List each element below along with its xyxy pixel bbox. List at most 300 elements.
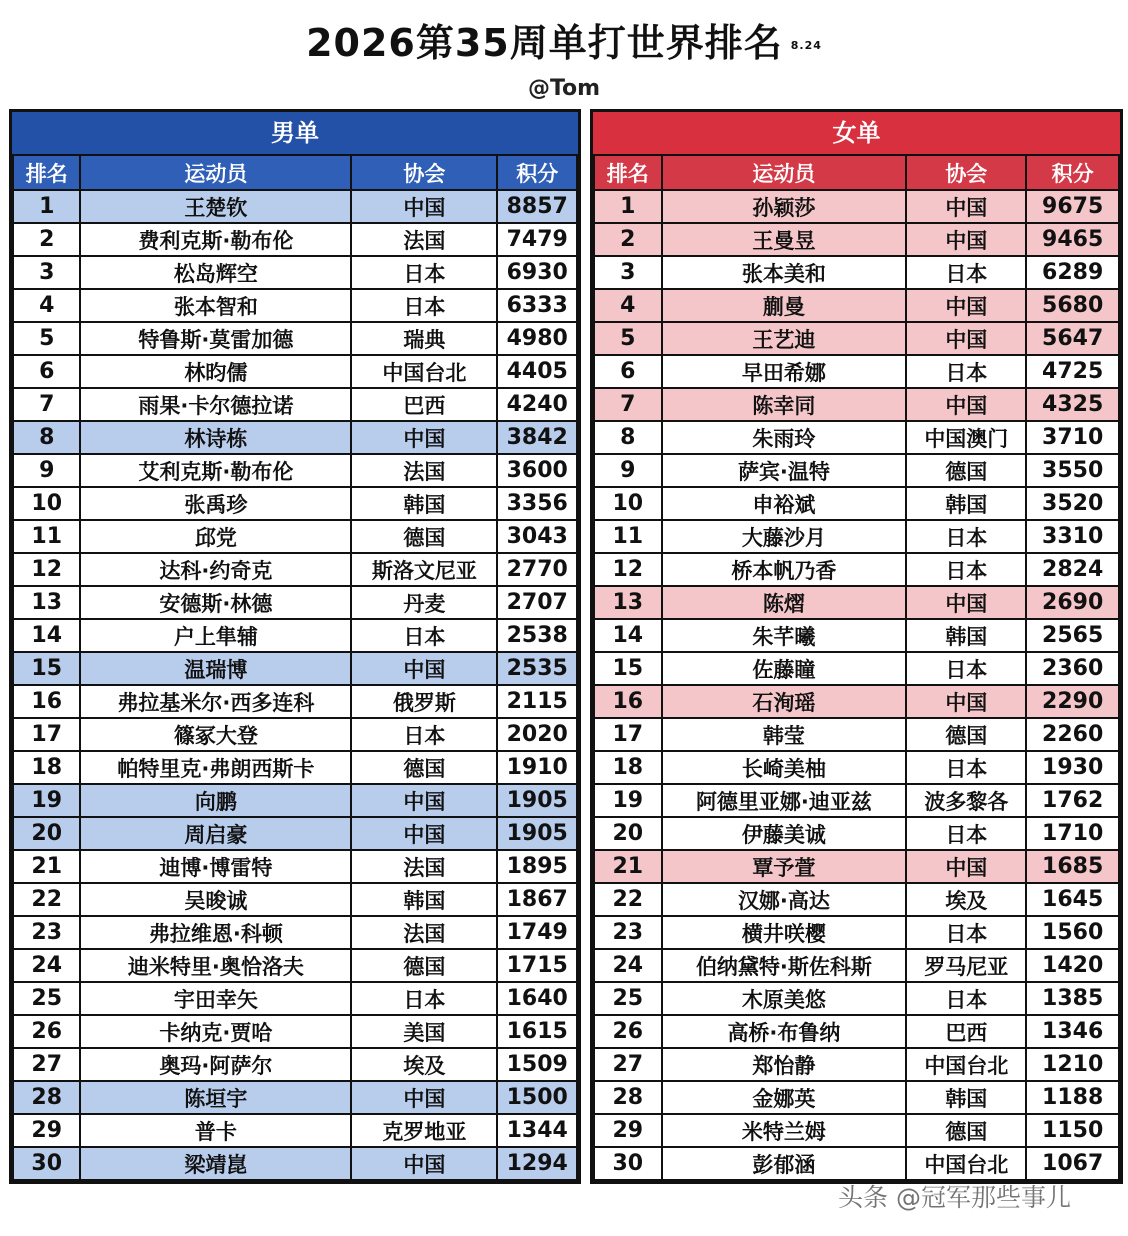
table-row	[13, 487, 577, 520]
points-cell: 1685	[1026, 850, 1119, 883]
association-cell: 韩国	[351, 487, 497, 520]
table-row	[594, 949, 1119, 982]
women-singles-heading: 女单	[593, 112, 1120, 154]
points-cell: 9465	[1026, 223, 1119, 256]
player-name-cell: 覃予萱	[662, 850, 907, 883]
player-name-cell: 弗拉基米尔·西多连科	[80, 685, 351, 718]
points-cell: 2565	[1026, 619, 1119, 652]
player-name-cell: 邱党	[80, 520, 351, 553]
watermark: 头条 @冠军那些事儿	[838, 1183, 1071, 1212]
rank-cell: 6	[13, 355, 80, 388]
points-cell: 1749	[497, 916, 577, 949]
rank-cell: 14	[594, 619, 662, 652]
points-cell: 2538	[497, 619, 577, 652]
rank-cell: 10	[594, 487, 662, 520]
table-row	[594, 421, 1119, 454]
points-cell: 1640	[497, 982, 577, 1015]
table-row	[13, 256, 577, 289]
player-name-cell: 郑怡静	[662, 1048, 907, 1081]
player-name-cell: 弗拉维恩·科顿	[80, 916, 351, 949]
player-name-cell: 王楚钦	[80, 190, 351, 223]
table-row	[13, 652, 577, 685]
player-name-cell: 艾利克斯·勒布伦	[80, 454, 351, 487]
points-cell: 1346	[1026, 1015, 1119, 1048]
points-cell: 3310	[1026, 520, 1119, 553]
rank-cell: 24	[594, 949, 662, 982]
association-cell: 日本	[351, 982, 497, 1015]
men-table-body	[13, 190, 577, 1180]
player-name-cell: 长崎美柚	[662, 751, 907, 784]
points-cell: 4725	[1026, 355, 1119, 388]
table-row	[594, 256, 1119, 289]
association-cell: 中国	[351, 190, 497, 223]
player-name-cell: 早田希娜	[662, 355, 907, 388]
player-name-cell: 朱芊曦	[662, 619, 907, 652]
association-cell: 日本	[906, 256, 1026, 289]
player-name-cell: 米特兰姆	[662, 1114, 907, 1147]
points-cell: 1895	[497, 850, 577, 883]
table-row	[594, 652, 1119, 685]
player-name-cell: 韩莹	[662, 718, 907, 751]
player-name-cell: 费利克斯·勒布伦	[80, 223, 351, 256]
table-row	[13, 619, 577, 652]
association-cell: 法国	[351, 454, 497, 487]
association-cell: 埃及	[906, 883, 1026, 916]
player-name-cell: 阿德里亚娜·迪亚兹	[662, 784, 907, 817]
points-cell: 6333	[497, 289, 577, 322]
points-cell: 7479	[497, 223, 577, 256]
rank-cell: 11	[13, 520, 80, 553]
points-cell: 5647	[1026, 322, 1119, 355]
association-cell: 瑞典	[351, 322, 497, 355]
association-cell: 法国	[351, 916, 497, 949]
rank-cell: 22	[13, 883, 80, 916]
association-cell: 中国	[906, 223, 1026, 256]
points-cell: 3600	[497, 454, 577, 487]
table-row	[13, 322, 577, 355]
association-cell: 日本	[351, 619, 497, 652]
table-row	[13, 883, 577, 916]
rank-cell: 7	[594, 388, 662, 421]
association-cell: 丹麦	[351, 586, 497, 619]
points-cell: 3842	[497, 421, 577, 454]
player-name-cell: 金娜英	[662, 1081, 907, 1114]
player-name-cell: 佐藤瞳	[662, 652, 907, 685]
player-name-cell: 林昀儒	[80, 355, 351, 388]
points-cell: 1905	[497, 817, 577, 850]
table-row	[13, 685, 577, 718]
rank-cell: 23	[13, 916, 80, 949]
table-row	[594, 223, 1119, 256]
association-cell: 俄罗斯	[351, 685, 497, 718]
association-cell: 日本	[351, 256, 497, 289]
rank-cell: 8	[13, 421, 80, 454]
table-row	[594, 982, 1119, 1015]
association-cell: 日本	[906, 916, 1026, 949]
player-name-cell: 王曼昱	[662, 223, 907, 256]
table-row	[13, 388, 577, 421]
rank-cell: 20	[13, 817, 80, 850]
rank-cell: 23	[594, 916, 662, 949]
table-row	[13, 553, 577, 586]
player-name-cell: 卡纳克·贾哈	[80, 1015, 351, 1048]
table-row	[13, 421, 577, 454]
rank-cell: 27	[13, 1048, 80, 1081]
column-header-points: 积分	[1026, 155, 1119, 190]
association-cell: 中国台北	[906, 1048, 1026, 1081]
rank-cell: 15	[13, 652, 80, 685]
player-name-cell: 横井咲樱	[662, 916, 907, 949]
player-name-cell: 篠冢大登	[80, 718, 351, 751]
association-cell: 日本	[906, 553, 1026, 586]
association-cell: 美国	[351, 1015, 497, 1048]
rank-cell: 3	[594, 256, 662, 289]
rank-cell: 30	[594, 1147, 662, 1180]
table-row	[13, 817, 577, 850]
table-row	[594, 190, 1119, 223]
table-row	[13, 1048, 577, 1081]
association-cell: 中国	[906, 289, 1026, 322]
player-name-cell: 桥本帆乃香	[662, 553, 907, 586]
player-name-cell: 温瑞博	[80, 652, 351, 685]
rank-cell: 2	[13, 223, 80, 256]
association-cell: 巴西	[351, 388, 497, 421]
points-cell: 1210	[1026, 1048, 1119, 1081]
player-name-cell: 石洵瑶	[662, 685, 907, 718]
rank-cell: 6	[594, 355, 662, 388]
association-cell: 埃及	[351, 1048, 497, 1081]
table-row	[594, 619, 1119, 652]
table-row	[594, 1081, 1119, 1114]
table-row	[594, 355, 1119, 388]
points-cell: 3356	[497, 487, 577, 520]
association-cell: 中国	[906, 322, 1026, 355]
table-row	[594, 784, 1119, 817]
table-row	[594, 916, 1119, 949]
points-cell: 1344	[497, 1114, 577, 1147]
points-cell: 1710	[1026, 817, 1119, 850]
player-name-cell: 向鹏	[80, 784, 351, 817]
points-cell: 1930	[1026, 751, 1119, 784]
points-cell: 2260	[1026, 718, 1119, 751]
rank-cell: 4	[594, 289, 662, 322]
player-name-cell: 彭郁涵	[662, 1147, 907, 1180]
player-name-cell: 户上隼辅	[80, 619, 351, 652]
rank-cell: 27	[594, 1048, 662, 1081]
column-header-points: 积分	[497, 155, 577, 190]
table-row	[13, 1015, 577, 1048]
table-row	[13, 586, 577, 619]
table-row	[13, 454, 577, 487]
rank-cell: 19	[594, 784, 662, 817]
table-row	[13, 982, 577, 1015]
rank-cell: 10	[13, 487, 80, 520]
points-cell: 4980	[497, 322, 577, 355]
player-name-cell: 陈幸同	[662, 388, 907, 421]
player-name-cell: 申裕斌	[662, 487, 907, 520]
author-handle: @Tom	[527, 76, 601, 101]
points-cell: 2690	[1026, 586, 1119, 619]
table-row	[594, 553, 1119, 586]
points-cell: 1067	[1026, 1147, 1119, 1180]
association-cell: 中国	[351, 817, 497, 850]
rank-cell: 28	[594, 1081, 662, 1114]
rank-cell: 9	[594, 454, 662, 487]
table-row	[13, 784, 577, 817]
women-ranking-table	[593, 154, 1120, 1181]
association-cell: 日本	[906, 751, 1026, 784]
rank-cell: 2	[594, 223, 662, 256]
association-cell: 中国	[906, 388, 1026, 421]
association-cell: 德国	[906, 454, 1026, 487]
table-row	[13, 289, 577, 322]
association-cell: 中国	[906, 190, 1026, 223]
association-cell: 中国	[351, 1081, 497, 1114]
points-cell: 1867	[497, 883, 577, 916]
rank-cell: 18	[13, 751, 80, 784]
table-row	[594, 1114, 1119, 1147]
association-cell: 日本	[906, 817, 1026, 850]
player-name-cell: 松岛辉空	[80, 256, 351, 289]
points-cell: 1385	[1026, 982, 1119, 1015]
association-cell: 中国	[906, 586, 1026, 619]
player-name-cell: 张禹珍	[80, 487, 351, 520]
rank-cell: 13	[13, 586, 80, 619]
association-cell: 法国	[351, 850, 497, 883]
table-row	[594, 1048, 1119, 1081]
player-name-cell: 迪米特里·奥恰洛夫	[80, 949, 351, 982]
association-cell: 日本	[351, 718, 497, 751]
table-row	[594, 850, 1119, 883]
association-cell: 克罗地亚	[351, 1114, 497, 1147]
points-cell: 2707	[497, 586, 577, 619]
rank-cell: 26	[13, 1015, 80, 1048]
table-row	[13, 1147, 577, 1180]
rank-cell: 7	[13, 388, 80, 421]
points-cell: 1500	[497, 1081, 577, 1114]
points-cell: 9675	[1026, 190, 1119, 223]
points-cell: 3520	[1026, 487, 1119, 520]
table-row	[594, 454, 1119, 487]
association-cell: 中国	[351, 652, 497, 685]
points-cell: 8857	[497, 190, 577, 223]
points-cell: 3550	[1026, 454, 1119, 487]
rank-cell: 25	[13, 982, 80, 1015]
table-row	[594, 586, 1119, 619]
points-cell: 2290	[1026, 685, 1119, 718]
rank-cell: 17	[13, 718, 80, 751]
points-cell: 2770	[497, 553, 577, 586]
rank-cell: 1	[594, 190, 662, 223]
player-name-cell: 林诗栋	[80, 421, 351, 454]
column-header-player: 运动员	[662, 155, 907, 190]
table-row	[13, 949, 577, 982]
association-cell: 德国	[351, 751, 497, 784]
points-cell: 1294	[497, 1147, 577, 1180]
points-cell: 1150	[1026, 1114, 1119, 1147]
association-cell: 中国	[351, 784, 497, 817]
player-name-cell: 汉娜·高达	[662, 883, 907, 916]
table-row	[13, 751, 577, 784]
points-cell: 1188	[1026, 1081, 1119, 1114]
rank-cell: 5	[13, 322, 80, 355]
table-row	[594, 1147, 1119, 1180]
player-name-cell: 陈垣宇	[80, 1081, 351, 1114]
association-cell: 德国	[351, 949, 497, 982]
player-name-cell: 木原美悠	[662, 982, 907, 1015]
table-row	[594, 322, 1119, 355]
points-cell: 5680	[1026, 289, 1119, 322]
points-cell: 1615	[497, 1015, 577, 1048]
association-cell: 波多黎各	[906, 784, 1026, 817]
player-name-cell: 萨宾·温特	[662, 454, 907, 487]
association-cell: 罗马尼亚	[906, 949, 1026, 982]
rank-cell: 30	[13, 1147, 80, 1180]
rank-cell: 21	[594, 850, 662, 883]
player-name-cell: 特鲁斯·莫雷加德	[80, 322, 351, 355]
points-cell: 2824	[1026, 553, 1119, 586]
table-row	[594, 1015, 1119, 1048]
player-name-cell: 蒯曼	[662, 289, 907, 322]
table-row	[594, 817, 1119, 850]
men-singles-panel	[9, 109, 581, 1184]
points-cell: 1905	[497, 784, 577, 817]
player-name-cell: 吴晙诚	[80, 883, 351, 916]
column-header-rank: 排名	[13, 155, 80, 190]
table-row	[13, 190, 577, 223]
points-cell: 1560	[1026, 916, 1119, 949]
rank-cell: 21	[13, 850, 80, 883]
points-cell: 1420	[1026, 949, 1119, 982]
rank-cell: 12	[13, 553, 80, 586]
column-header-association: 协会	[906, 155, 1026, 190]
player-name-cell: 陈熠	[662, 586, 907, 619]
association-cell: 韩国	[351, 883, 497, 916]
points-cell: 1645	[1026, 883, 1119, 916]
table-row	[13, 1114, 577, 1147]
women-singles-panel	[590, 109, 1123, 1184]
association-cell: 法国	[351, 223, 497, 256]
ranking-date: 8.24	[790, 39, 822, 52]
rank-cell: 22	[594, 883, 662, 916]
rank-cell: 8	[594, 421, 662, 454]
women-header-row	[594, 155, 1119, 190]
rank-cell: 17	[594, 718, 662, 751]
player-name-cell: 王艺迪	[662, 322, 907, 355]
table-row	[594, 751, 1119, 784]
table-row	[13, 850, 577, 883]
points-cell: 6930	[497, 256, 577, 289]
rank-cell: 9	[13, 454, 80, 487]
men-singles-heading: 男单	[12, 112, 578, 154]
player-name-cell: 周启豪	[80, 817, 351, 850]
association-cell: 德国	[351, 520, 497, 553]
association-cell: 巴西	[906, 1015, 1026, 1048]
column-header-association: 协会	[351, 155, 497, 190]
rank-cell: 5	[594, 322, 662, 355]
points-cell: 3043	[497, 520, 577, 553]
rank-cell: 29	[13, 1114, 80, 1147]
table-row	[13, 916, 577, 949]
association-cell: 德国	[906, 1114, 1026, 1147]
table-row	[594, 520, 1119, 553]
association-cell: 日本	[351, 289, 497, 322]
women-table-body	[594, 190, 1119, 1180]
rank-cell: 25	[594, 982, 662, 1015]
points-cell: 1509	[497, 1048, 577, 1081]
association-cell: 中国	[351, 421, 497, 454]
association-cell: 德国	[906, 718, 1026, 751]
player-name-cell: 张本美和	[662, 256, 907, 289]
player-name-cell: 达科·约奇克	[80, 553, 351, 586]
association-cell: 韩国	[906, 619, 1026, 652]
table-row	[594, 487, 1119, 520]
page-title	[0, 12, 1128, 67]
association-cell: 中国澳门	[906, 421, 1026, 454]
player-name-cell: 朱雨玲	[662, 421, 907, 454]
points-cell: 2535	[497, 652, 577, 685]
rank-cell: 16	[13, 685, 80, 718]
rank-cell: 24	[13, 949, 80, 982]
rank-cell: 13	[594, 586, 662, 619]
association-cell: 中国	[351, 1147, 497, 1180]
table-row	[13, 1081, 577, 1114]
rank-cell: 15	[594, 652, 662, 685]
player-name-cell: 奥玛·阿萨尔	[80, 1048, 351, 1081]
table-row	[13, 718, 577, 751]
association-cell: 日本	[906, 355, 1026, 388]
association-cell: 日本	[906, 520, 1026, 553]
player-name-cell: 梁靖崑	[80, 1147, 351, 1180]
table-row	[13, 520, 577, 553]
association-cell: 韩国	[906, 487, 1026, 520]
player-name-cell: 伊藤美诚	[662, 817, 907, 850]
table-row	[594, 388, 1119, 421]
player-name-cell: 安德斯·林德	[80, 586, 351, 619]
table-row	[594, 718, 1119, 751]
player-name-cell: 张本智和	[80, 289, 351, 322]
rank-cell: 12	[594, 553, 662, 586]
column-header-rank: 排名	[594, 155, 662, 190]
table-row	[594, 883, 1119, 916]
points-cell: 1910	[497, 751, 577, 784]
points-cell: 4325	[1026, 388, 1119, 421]
table-row	[594, 289, 1119, 322]
association-cell: 中国	[906, 850, 1026, 883]
points-cell: 4405	[497, 355, 577, 388]
points-cell: 2360	[1026, 652, 1119, 685]
points-cell: 2115	[497, 685, 577, 718]
rank-cell: 28	[13, 1081, 80, 1114]
rank-cell: 14	[13, 619, 80, 652]
points-cell: 3710	[1026, 421, 1119, 454]
rank-cell: 18	[594, 751, 662, 784]
player-name-cell: 高桥·布鲁纳	[662, 1015, 907, 1048]
rank-cell: 11	[594, 520, 662, 553]
association-cell: 日本	[906, 982, 1026, 1015]
association-cell: 日本	[906, 652, 1026, 685]
title-text: 2026第35周单打世界排名	[306, 21, 783, 65]
points-cell: 4240	[497, 388, 577, 421]
player-name-cell: 宇田幸矢	[80, 982, 351, 1015]
player-name-cell: 迪博·博雷特	[80, 850, 351, 883]
table-row	[13, 223, 577, 256]
association-cell: 中国台北	[351, 355, 497, 388]
points-cell: 1762	[1026, 784, 1119, 817]
men-header-row	[13, 155, 577, 190]
association-cell: 中国	[906, 685, 1026, 718]
player-name-cell: 雨果·卡尔德拉诺	[80, 388, 351, 421]
